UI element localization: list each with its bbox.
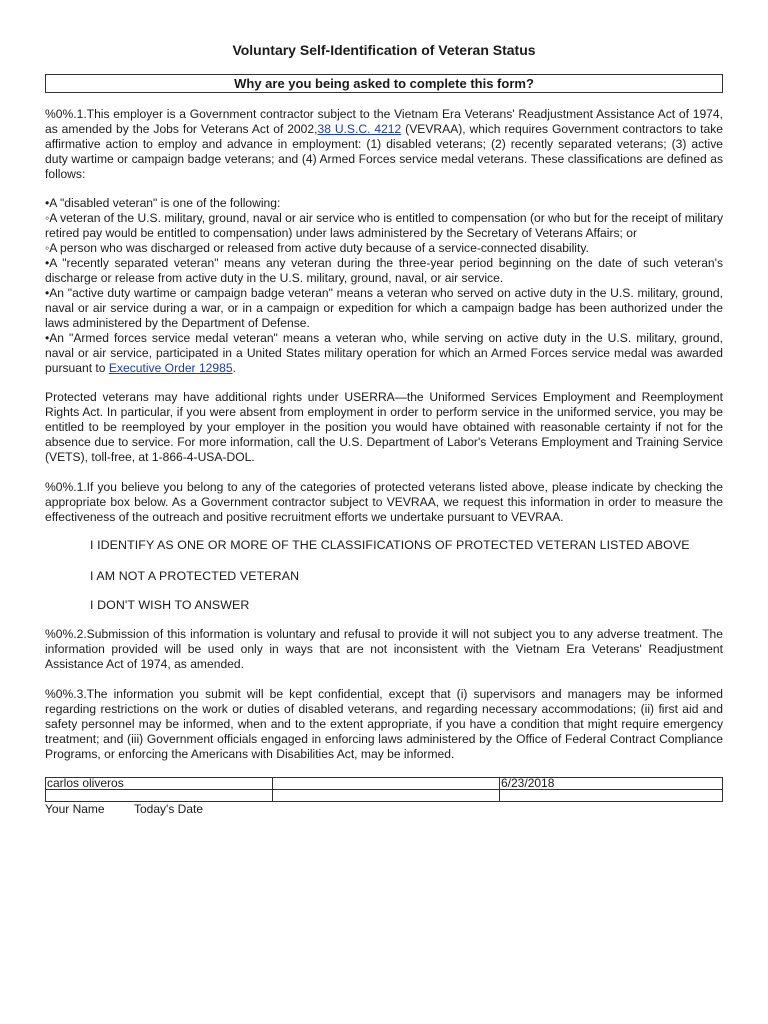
option-identify-protected[interactable]: I IDENTIFY AS ONE OR MORE OF THE CLASSIFICATIONS OF PROTECTED VETERAN LISTED ABOVE — [90, 538, 690, 552]
signature-table — [45, 777, 723, 802]
intro-text: %0%.1.This employer is a Government contractor subject to the Vietnam Era Veterans' Readjustment Assistance Act of 1974, as amended by the Jobs for Veterans Act of 2002, — [45, 107, 723, 136]
submission-paragraph: %0%.2.Submission of this information is voluntary and refusal to provide it will not subject you to any adverse treatment. The information provided will be used only in ways that are not inconsistent with the Vietnam Era Veterans' Readjustment Assistance Act of 1974, as amended. — [45, 627, 723, 671]
indicate-paragraph: %0%.1.If you believe you belong to any of the categories of protected veterans listed above, please indicate by checking the appropriate box below. As a Government contractor subject to VEVRAA, we request this information in order to measure the effectiveness of the outreach and positive recruitment efforts we undertake pursuant to VEVRAA. — [45, 480, 723, 524]
service-medal-text: •An "Armed forces service medal veteran" means a veteran who, while serving on active duty in the U.S. military, ground, naval or air service, participated in a United States military operation for which an Armed Forces service medal was awarded pursuant to — [45, 331, 723, 375]
name-field[interactable]: carlos oliveros — [46, 778, 273, 790]
blank-field — [273, 778, 500, 790]
definition-recently-separated: •A "recently separated veteran" means any veteran during the three-year period beginning on the date of such veteran's discharge or release from active duty in the U.S. military, ground, naval, or air service. — [45, 256, 723, 285]
date-field-row2 — [500, 790, 723, 802]
todays-date-label: Today's Date — [134, 802, 203, 816]
definition-disabled-b: ◦A person who was discharged or released from active duty because of a service-connected disability. — [45, 241, 589, 255]
intro-paragraph — [45, 107, 723, 182]
signature-labels — [45, 802, 203, 816]
your-name-label: Your Name — [45, 802, 105, 816]
section-heading-box: Why are you being asked to complete this form? — [45, 74, 723, 93]
page-title: Voluntary Self-Identification of Veteran Status — [232, 42, 536, 58]
statute-link[interactable]: 38 U.S.C. 4212 — [317, 121, 402, 136]
blank-field-row2 — [273, 790, 500, 802]
intro-text-cont: (VEVRAA), which requires Government contractors to take affirmative action to employ and advance in employment: (1) disabled veterans; (2) recently separated veterans; (3) active duty wartime or campaign badge veterans; and (4) Armed Forces service medal veterans. These classifications are defined as follows: — [45, 121, 723, 181]
executive-order-link[interactable]: Executive Order 12985 — [108, 360, 233, 375]
option-not-protected[interactable]: I AM NOT A PROTECTED VETERAN — [90, 569, 300, 583]
name-field-row2 — [46, 790, 273, 802]
service-medal-period: . — [232, 360, 236, 375]
definition-active-duty: •An "active duty wartime or campaign badge veteran" means a veteran who served on active duty in the U.S. military, ground, naval or air service during a war, or in a campaign or expedition for which a campaign badge has been authorized under the laws administered by the Department of Defense. — [45, 286, 723, 330]
confidentiality-paragraph: %0%.3.The information you submit will be kept confidential, except that (i) supervisors and managers may be informed regarding restrictions on the work or duties of disabled veterans, and regarding necessary accommodations; (ii) first aid and safety personnel may be informed, when and to the extent appropriate, if you have a condition that might require emergency treatment; and (iii) Government officials engaged in enforcing laws administered by the Office of Federal Contract Compliance Programs, or enforcing the Americans with Disabilities Act, may be informed. — [45, 687, 723, 761]
userra-paragraph: Protected veterans may have additional rights under USERRA—the Uniformed Services Employment and Reemployment Rights Act. In particular, if you were absent from employment in order to perform service in the uniformed service, you may be entitled to be reemployed by your employer in the position you would have obtained with reasonable certainty if not for the absence due to service. For more information, call the U.S. Department of Labor's Veterans Employment and Training Service (VETS), toll-free, at 1-866-4-USA-DOL. — [45, 390, 723, 464]
date-field[interactable]: 6/23/2018 — [500, 778, 723, 790]
option-no-answer[interactable]: I DON'T WISH TO ANSWER — [90, 598, 250, 612]
definition-disabled-a: ◦A veteran of the U.S. military, ground, naval or air service who is entitled to compensation (or who but for the receipt of military retired pay would be entitled to compensation) under laws administered by the Secretary of Veterans Affairs; or — [45, 211, 723, 240]
definition-service-medal — [45, 331, 723, 376]
definition-disabled: •A "disabled veteran" is one of the following: — [45, 196, 281, 210]
